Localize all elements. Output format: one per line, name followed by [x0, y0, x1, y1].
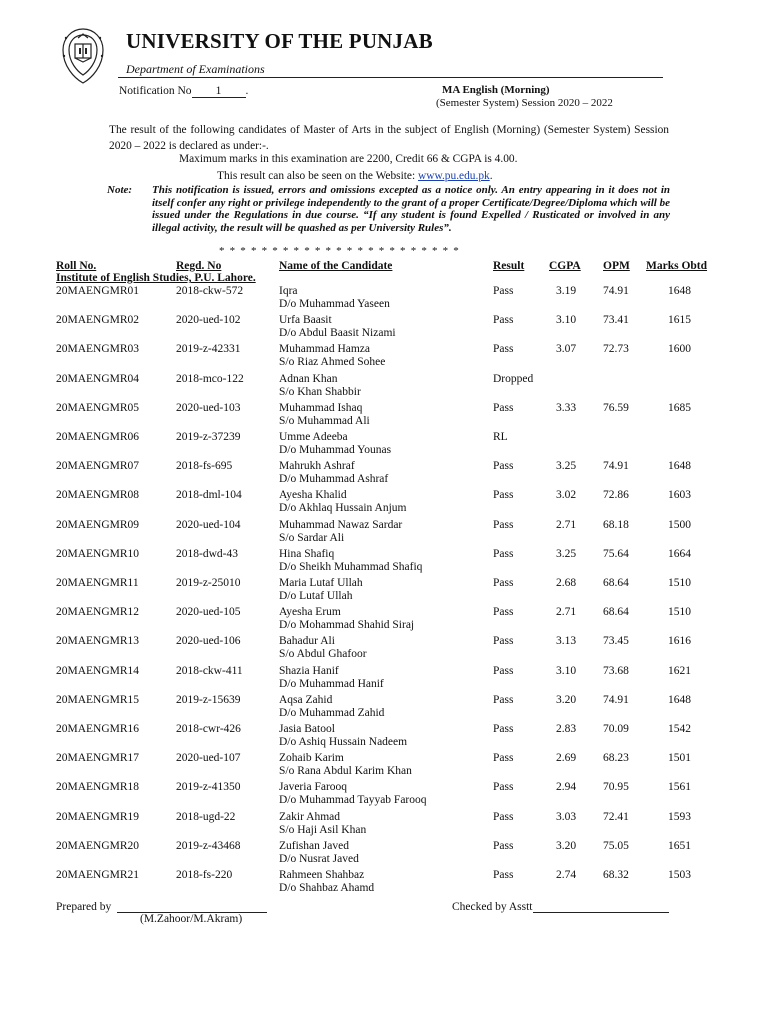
opm-value: 74.91 [603, 460, 629, 473]
table-row [0, 460, 770, 489]
intro-paragraph: The result of the following candidates of Master of Arts in the subject of English (Morning) (Semester System) Session 2020 – 2022 is declared as under:-. [109, 124, 669, 152]
candidate-name: Zohaib Karim [279, 752, 344, 765]
cgpa-value: 3.20 [556, 839, 577, 852]
registration-number: 2018-dml-104 [176, 489, 242, 502]
candidate-name: Ayesha Erum [279, 606, 341, 619]
university-title: UNIVERSITY OF THE PUNJAB [126, 29, 433, 53]
notification-label: Notification No [119, 85, 192, 97]
marks-obtained: 1664 [668, 547, 691, 560]
candidate-parent: S/o Muhammad Ali [279, 414, 370, 427]
roll-number: 20MAENGMR16 [56, 723, 140, 735]
result-status: Pass [493, 547, 514, 560]
candidate-parent: D/o Lutaf Ullah [279, 590, 353, 602]
result-status: Pass [493, 723, 514, 735]
candidate-name-cell [279, 665, 384, 691]
program-session: (Semester System) Session 2020 – 2022 [436, 97, 613, 109]
table-row [0, 840, 770, 869]
marks-obtained: 1501 [668, 752, 691, 765]
table-row [0, 548, 770, 577]
candidate-name-cell [279, 635, 367, 661]
registration-number: 2019-z-37239 [176, 431, 241, 443]
result-status: RL [493, 431, 508, 443]
registration-number: 2019-z-42331 [176, 343, 241, 356]
roll-number: 20MAENGMR14 [56, 664, 140, 677]
registration-number: 2020-ued-102 [176, 314, 241, 327]
column-header-cgpa: CGPA [549, 260, 581, 272]
candidate-parent: S/o Rana Abdul Karim Khan [279, 765, 412, 778]
registration-number: 2018-mco-122 [176, 372, 244, 385]
candidate-parent: D/o Mohammad Shahid Siraj [279, 619, 415, 632]
candidate-name: Shazia Hanif [279, 664, 339, 677]
table-row [0, 373, 770, 402]
marks-obtained: 1510 [668, 606, 691, 619]
candidate-name: Hina Shafiq [279, 547, 335, 560]
marks-obtained: 1648 [668, 285, 691, 297]
registration-number: 2020-ued-106 [176, 635, 241, 648]
candidate-parent: S/o Riaz Ahmed Sohee [279, 356, 386, 369]
roll-number: 20MAENGMR01 [56, 285, 140, 297]
result-status: Pass [493, 577, 514, 589]
candidate-name: Umme Adeeba [279, 431, 348, 443]
column-header-opm: OPM [603, 260, 630, 272]
website-line [217, 170, 493, 182]
candidate-parent: S/o Abdul Ghafoor [279, 648, 367, 661]
candidate-name-cell [279, 548, 422, 574]
cgpa-value: 2.71 [556, 606, 577, 619]
candidate-name: Muhammad Ishaq [279, 401, 363, 414]
website-suffix: . [489, 170, 493, 182]
opm-value: 73.45 [603, 635, 629, 648]
result-status: Pass [493, 781, 514, 794]
candidate-parent: D/o Ashiq Hussain Nadeem [279, 736, 408, 748]
result-status: Pass [493, 343, 514, 356]
registration-number: 2018-dwd-43 [176, 547, 238, 560]
opm-value: 68.18 [603, 518, 629, 531]
opm-value: 68.23 [603, 752, 629, 765]
candidate-name-cell [279, 489, 406, 515]
cgpa-value: 3.20 [556, 693, 577, 706]
cgpa-value: 3.25 [556, 547, 577, 560]
marks-obtained: 1651 [668, 839, 691, 852]
notification-value: 1 [192, 85, 246, 98]
registration-number: 2020-ued-105 [176, 606, 241, 619]
candidate-name: Jasia Batool [279, 723, 335, 735]
marks-obtained: 1648 [668, 460, 691, 473]
cgpa-value: 2.69 [556, 752, 577, 765]
roll-number: 20MAENGMR09 [56, 518, 140, 531]
marks-obtained: 1616 [668, 635, 691, 648]
table-row [0, 752, 770, 781]
candidate-name: Muhammad Nawaz Sardar [279, 518, 403, 531]
candidate-parent: D/o Muhammad Tayyab Farooq [279, 794, 427, 807]
result-status: Pass [493, 839, 514, 852]
candidate-name-cell [279, 431, 391, 457]
registration-number: 2018-cwr-426 [176, 723, 241, 735]
candidate-name-cell [279, 285, 390, 311]
cgpa-value: 2.74 [556, 869, 577, 881]
marks-obtained: 1542 [668, 723, 691, 735]
marks-obtained: 1500 [668, 518, 691, 531]
candidate-name: Muhammad Hamza [279, 343, 371, 356]
table-row [0, 343, 770, 372]
result-status: Pass [493, 752, 514, 765]
marks-obtained: 1615 [668, 314, 691, 327]
note-label: Note: [107, 184, 133, 196]
opm-value: 74.91 [603, 693, 629, 706]
result-status: Pass [493, 810, 514, 823]
candidate-parent: S/o Sardar Ali [279, 531, 345, 544]
candidate-name-cell [279, 811, 366, 837]
website-prefix: This result can also be seen on the Website: [217, 170, 419, 182]
registration-number: 2018-ugd-22 [176, 810, 236, 823]
registration-number: 2018-fs-695 [176, 460, 233, 473]
candidate-parent: S/o Khan Shabbir [279, 385, 361, 398]
registration-number: 2018-ckw-572 [176, 285, 244, 297]
registration-number: 2020-ued-103 [176, 401, 241, 414]
registration-number: 2019-z-25010 [176, 577, 241, 589]
roll-number: 20MAENGMR15 [56, 693, 140, 706]
prepared-by [56, 901, 267, 913]
prepared-names: (M.Zahoor/M.Akram) [140, 913, 243, 925]
candidate-name-cell [279, 577, 363, 603]
candidate-name-cell [279, 343, 385, 369]
stars-divider: * * * * * * * * * * * * * * * * * * * * * * * [219, 245, 460, 257]
cgpa-value: 3.10 [556, 664, 577, 677]
registration-number: 2020-ued-104 [176, 518, 241, 531]
roll-number: 20MAENGMR03 [56, 343, 140, 356]
candidate-name: Maria Lutaf Ullah [279, 577, 363, 589]
candidate-name-cell [279, 781, 427, 807]
roll-number: 20MAENGMR21 [56, 869, 140, 881]
marks-obtained: 1600 [668, 343, 691, 356]
candidate-name: Ayesha Khalid [279, 489, 347, 502]
table-row [0, 635, 770, 664]
candidate-name-cell [279, 723, 407, 749]
candidate-parent: D/o Muhammad Younas [279, 444, 392, 456]
candidate-name-cell [279, 314, 396, 340]
result-status: Pass [493, 460, 514, 473]
institute-heading: Institute of English Studies, P.U. Lahore. [56, 272, 256, 284]
table-row [0, 285, 770, 314]
result-status: Pass [493, 869, 514, 881]
cgpa-value: 3.19 [556, 285, 577, 297]
opm-value: 70.95 [603, 781, 629, 794]
table-row [0, 665, 770, 694]
roll-number: 20MAENGMR20 [56, 839, 140, 852]
column-header-marks: Marks Obtd [646, 260, 708, 272]
result-status: Pass [493, 489, 514, 502]
cgpa-value: 2.71 [556, 518, 577, 531]
marks-obtained: 1621 [668, 664, 691, 677]
candidate-name: Iqra [279, 285, 298, 297]
cgpa-value: 3.25 [556, 460, 577, 473]
opm-value: 72.86 [603, 489, 629, 502]
opm-value: 73.41 [603, 314, 629, 327]
table-row [0, 519, 770, 548]
cgpa-value: 3.10 [556, 314, 577, 327]
column-header-result: Result [493, 260, 525, 272]
result-status: Pass [493, 314, 514, 327]
result-status: Pass [493, 285, 514, 297]
candidate-name-cell [279, 752, 412, 778]
candidate-name: Rahmeen Shahbaz [279, 869, 365, 881]
marks-obtained: 1503 [668, 869, 691, 881]
marks-obtained: 1603 [668, 489, 691, 502]
roll-number: 20MAENGMR08 [56, 489, 140, 502]
registration-number: 2018-fs-220 [176, 869, 233, 881]
roll-number: 20MAENGMR19 [56, 810, 140, 823]
candidate-parent: D/o Muhammad Ashraf [279, 473, 389, 486]
checked-signature-line [533, 902, 669, 913]
marks-obtained: 1510 [668, 577, 691, 589]
max-marks-line: Maximum marks in this examination are 2200, Credit 66 & CGPA is 4.00. [179, 153, 518, 165]
roll-number: 20MAENGMR02 [56, 314, 140, 327]
marks-obtained: 1685 [668, 401, 691, 414]
candidate-parent: D/o Shahbaz Ahamd [279, 882, 375, 894]
table-row [0, 694, 770, 723]
program-info [436, 84, 613, 110]
roll-number: 20MAENGMR13 [56, 635, 140, 648]
column-header-roll: Roll No. [56, 260, 97, 272]
cgpa-value: 3.07 [556, 343, 577, 356]
roll-number: 20MAENGMR12 [56, 606, 140, 619]
opm-value: 75.05 [603, 839, 629, 852]
note-text: This notification is issued, errors and omissions excepted as a notice only. An entry appearing in it does not in itself confer any right or privilege independently to the grant of a proper Certificate/Degree/Diploma which will be issued under the Regulations in due course. “If any student is found Expelled / Rusticated or involved in any illegal activity, the result will be quashed as per University Rules”. [152, 184, 670, 234]
opm-value: 75.64 [603, 547, 629, 560]
cgpa-value: 3.13 [556, 635, 577, 648]
candidate-parent: D/o Nusrat Javed [279, 852, 359, 865]
checked-label: Checked by Asstt [452, 901, 533, 913]
result-status: Pass [493, 518, 514, 531]
roll-number: 20MAENGMR04 [56, 372, 140, 385]
result-status: Dropped [493, 372, 534, 385]
result-status: Pass [493, 693, 514, 706]
opm-value: 68.64 [603, 606, 629, 619]
opm-value: 68.64 [603, 577, 629, 589]
candidate-name-cell [279, 606, 414, 632]
roll-number: 20MAENGMR10 [56, 547, 140, 560]
opm-value: 70.09 [603, 723, 629, 735]
result-status: Pass [493, 635, 514, 648]
notification-number: Notification No 1 . [119, 85, 249, 97]
result-status: Pass [493, 664, 514, 677]
cgpa-value: 3.03 [556, 810, 577, 823]
table-row [0, 811, 770, 840]
candidate-name-cell [279, 519, 402, 545]
cgpa-value: 2.68 [556, 577, 577, 589]
roll-number: 20MAENGMR05 [56, 401, 140, 414]
result-status: Pass [493, 401, 514, 414]
university-seal-icon [58, 26, 108, 86]
roll-number: 20MAENGMR17 [56, 752, 140, 765]
candidate-name-cell [279, 460, 388, 486]
roll-number: 20MAENGMR06 [56, 431, 140, 443]
registration-number: 2018-ckw-411 [176, 664, 243, 677]
column-header-name: Name of the Candidate [279, 260, 393, 272]
opm-value: 72.41 [603, 810, 629, 823]
prepared-signature-line [117, 902, 267, 913]
candidate-parent: S/o Haji Asil Khan [279, 823, 367, 836]
result-status: Pass [493, 606, 514, 619]
cgpa-value: 2.94 [556, 781, 577, 794]
candidate-name: Bahadur Ali [279, 635, 335, 648]
candidate-name: Javeria Farooq [279, 781, 348, 794]
candidate-name: Aqsa Zahid [279, 693, 333, 706]
candidate-parent: D/o Muhammad Yaseen [279, 298, 390, 310]
registration-number: 2019-z-43468 [176, 839, 241, 852]
table-row [0, 489, 770, 518]
table-row [0, 781, 770, 810]
candidate-name: Urfa Baasit [279, 314, 332, 327]
registration-number: 2020-ued-107 [176, 752, 241, 765]
candidate-name: Adnan Khan [279, 372, 338, 385]
marks-obtained: 1648 [668, 693, 691, 706]
roll-number: 20MAENGMR18 [56, 781, 140, 794]
table-row [0, 723, 770, 752]
opm-value: 76.59 [603, 401, 629, 414]
website-link[interactable]: www.pu.edu.pk [418, 170, 490, 182]
roll-number: 20MAENGMR07 [56, 460, 140, 473]
table-row [0, 577, 770, 606]
table-row [0, 431, 770, 460]
program-name: MA English (Morning) [442, 84, 550, 96]
department-name: Department of Examinations [126, 62, 265, 76]
cgpa-value: 2.83 [556, 723, 577, 735]
candidate-name-cell [279, 840, 359, 866]
candidate-name-cell [279, 402, 370, 428]
table-row [0, 314, 770, 343]
candidate-parent: D/o Muhammad Zahid [279, 706, 385, 719]
registration-number: 2019-z-41350 [176, 781, 241, 794]
cgpa-value: 3.33 [556, 401, 577, 414]
table-row [0, 869, 770, 898]
cgpa-value: 3.02 [556, 489, 577, 502]
marks-obtained: 1593 [668, 810, 691, 823]
prepared-label: Prepared by [56, 901, 112, 913]
candidate-name: Zakir Ahmad [279, 810, 340, 823]
candidate-name-cell [279, 694, 384, 720]
opm-value: 68.32 [603, 869, 629, 881]
candidate-parent: D/o Abdul Baasit Nizami [279, 327, 396, 340]
candidate-parent: D/o Muhammad Hanif [279, 677, 384, 690]
opm-value: 73.68 [603, 664, 629, 677]
table-row [0, 606, 770, 635]
roll-number: 20MAENGMR11 [56, 577, 139, 589]
candidate-name-cell [279, 869, 374, 895]
column-header-regd: Regd. No [176, 260, 222, 272]
candidate-name: Zufishan Javed [279, 839, 349, 852]
candidate-name-cell [279, 373, 361, 399]
candidate-parent: D/o Sheikh Muhammad Shafiq [279, 560, 423, 573]
checked-by [452, 901, 669, 913]
registration-number: 2019-z-15639 [176, 693, 241, 706]
candidate-parent: D/o Akhlaq Hussain Anjum [279, 502, 407, 515]
candidate-name: Mahrukh Ashraf [279, 460, 355, 473]
opm-value: 74.91 [603, 285, 629, 297]
table-row [0, 402, 770, 431]
header-divider [118, 77, 663, 78]
opm-value: 72.73 [603, 343, 629, 356]
marks-obtained: 1561 [668, 781, 691, 794]
